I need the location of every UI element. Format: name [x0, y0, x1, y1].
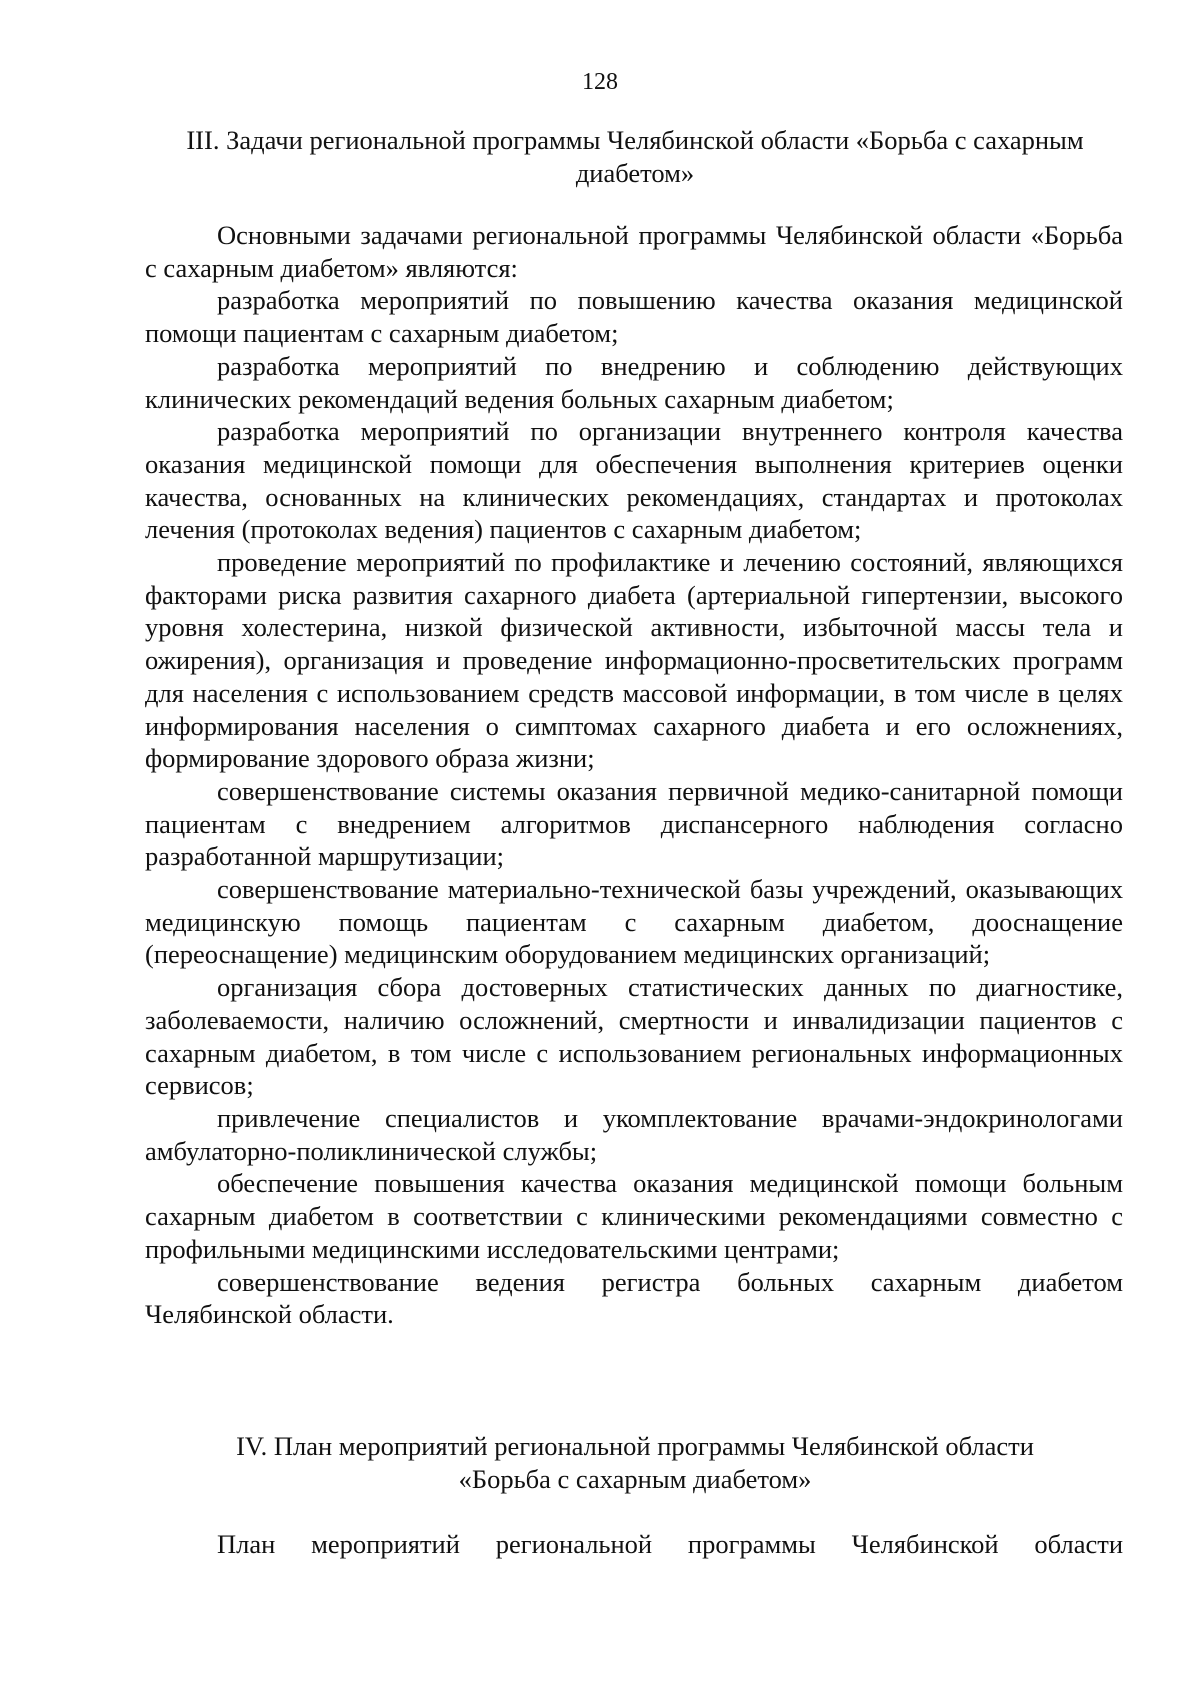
task-paragraph-6: совершенствование материально-технической базы учреждений, оказывающих медицинскую помощь пациентам с сахарным диабетом, дооснащение (переоснащение) медицинским оборудованием медицинских организаций; [145, 874, 1123, 970]
section-3-heading [145, 124, 1125, 189]
section-4-intro-paragraph: План мероприятий региональной программы Челябинской области [217, 1529, 1123, 1559]
section-3-heading-line-1: III. Задачи региональной программы Челябинской области «Борьба с сахарным [186, 125, 1084, 155]
task-paragraph-4: проведение мероприятий по профилактике и лечению состояний, являющихся факторами риска развития сахарного диабета (артериальной гипертензии, высокого уровня холестерина, низкой физической активности, избыточной массы тела и ожирения), организация и проведение информационно-просветительских программ для населения с использованием средств массовой информации, в том числе в целях информирования населения о симптомах сахарного диабета и его осложнениях, формирование здорового образа жизни; [145, 547, 1123, 774]
task-paragraph-1: разработка мероприятий по повышению качества оказания медицинской помощи пациентам с сахарным диабетом; [145, 285, 1123, 349]
section-4-heading [145, 1430, 1125, 1495]
section-4-heading-line-1: IV. План мероприятий региональной программы Челябинской области [236, 1431, 1034, 1461]
task-paragraph-5: совершенствование системы оказания первичной медико-санитарной помощи пациентам с внедрением алгоритмов диспансерного наблюдения согласно разработанной маршрутизации; [145, 775, 1123, 872]
task-paragraph-9: обеспечение повышения качества оказания медицинской помощи больным сахарным диабетом в соответствии с клиническими рекомендациями совместно с профильными медицинскими исследовательскими центрами; [145, 1168, 1123, 1264]
section-4-heading-line-2: «Борьба с сахарным диабетом» [458, 1463, 812, 1494]
task-paragraph-7: организация сбора достоверных статистических данных по диагностике, заболеваемости, наличию осложнений, смертности и инвалидизации пациентов с сахарным диабетом, в том числе с использованием региональных информационных сервисов; [145, 972, 1123, 1101]
task-paragraph-2: разработка мероприятий по внедрению и соблюдению действующих клинических рекомендаций ведения больных сахарным диабетом; [145, 350, 1123, 414]
task-paragraph-8: привлечение специалистов и укомплектование врачами-эндокринологами амбулаторно-поликлинической службы; [145, 1102, 1123, 1166]
section-3-body [145, 219, 1123, 1331]
section-3-heading-line-2: диабетом» [575, 157, 695, 188]
task-paragraph-3: разработка мероприятий по организации внутреннего контроля качества оказания медицинской помощи для обеспечения выполнения критериев оценки качества, основанных на клинических рекомендациях, стандартах и протоколах лечения (протоколах ведения) пациентов с сахарным диабетом; [145, 416, 1123, 545]
section-3-intro-paragraph: Основными задачами региональной программы Челябинской области «Борьба с сахарным диабетом» являются: [145, 220, 1123, 283]
section-4-body [145, 1528, 1123, 1561]
page-number: 128 [582, 69, 618, 95]
task-paragraph-10: совершенствование ведения регистра больных сахарным диабетом Челябинской области. [145, 1266, 1123, 1330]
